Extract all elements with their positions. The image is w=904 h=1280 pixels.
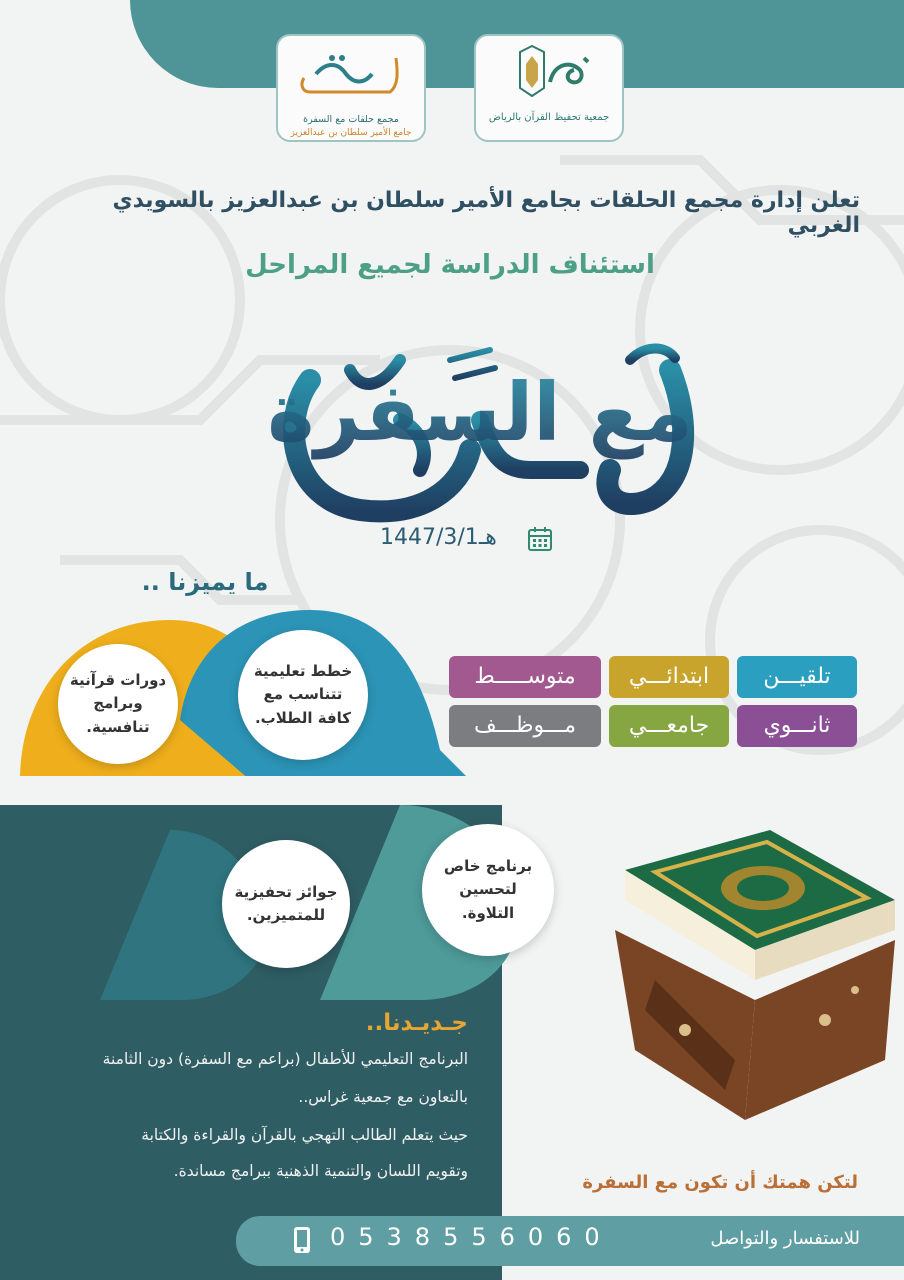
stage-chip-employee: مـــوظـــف <box>449 705 601 747</box>
feature-awards-text: جوائز تحفيزية للمتميزين. <box>234 882 338 924</box>
main-title-calligraphy <box>250 300 710 530</box>
stage-chip-intermediate: متوســـــط <box>449 656 601 698</box>
safara-logo-caption: مجمع حلقات مع السفرة <box>303 114 399 125</box>
new-section-line-1: البرنامج التعليمي للأطفال (براعم مع السفرة) دون الثامنة <box>102 1050 468 1068</box>
takween-logo <box>484 42 614 104</box>
stage-chip-talqeen: تلقيـــن <box>737 656 857 698</box>
new-section-line-2: بالتعاون مع جمعية غراس.. <box>298 1088 468 1106</box>
feature-courses-text: دورات قرآنية وبرامج تنافسية. <box>69 671 167 736</box>
calendar-icon <box>527 526 553 556</box>
features-title: ما يميزنا .. <box>141 568 269 596</box>
motto-text: لتكن همتك أن تكون مع السفرة <box>582 1172 858 1193</box>
stage-chip-secondary: ثانـــوي <box>737 705 857 747</box>
takween-logo-card <box>474 34 624 142</box>
mosque-logo-caption: جامع الأمير سلطان بن عبدالعزيز <box>290 128 412 138</box>
new-section-line-4: وتقويم اللسان والتنمية الذهنية ببرامج مساندة. <box>173 1162 468 1180</box>
contact-label: للاستفسار والتواصل <box>710 1228 860 1249</box>
mobile-phone-icon <box>292 1226 312 1258</box>
feature-bubble-awards <box>222 840 350 968</box>
new-section-line-3: حيث يتعلم الطالب التهجي بالقرآن والقراءة والكتابة <box>141 1126 468 1144</box>
feature-bubble-recitation <box>422 824 554 956</box>
main-title-text: مع السفرة <box>267 366 693 459</box>
quran-stand-illustration <box>595 830 904 1130</box>
stage-chip-university: جامعـــي <box>609 705 729 747</box>
feature-bubble-courses <box>58 644 178 764</box>
feature-recitation-text: برنامج خاص لتحسين التلاوة. <box>443 857 533 922</box>
phone-number[interactable]: 0538556060 <box>330 1223 613 1251</box>
safara-logo <box>286 44 416 106</box>
takween-logo-caption: جمعية تحفيظ القرآن بالرياض <box>488 112 610 123</box>
feature-bubble-plans <box>238 630 368 760</box>
safara-logo-card <box>276 34 426 142</box>
announcement-headline: تعلن إدارة مجمع الحلقات بجامع الأمير سلطان بن عبدالعزيز بالسويدي الغربي <box>112 188 860 238</box>
announcement-subheadline: استئناف الدراسة لجميع المراحل <box>245 250 655 280</box>
stage-chip-primary: ابتدائـــي <box>609 656 729 698</box>
feature-plans-text: خطط تعليمية تتناسب مع كافة الطلاب. <box>253 662 353 727</box>
hijri-date: 1447/3/1هـ <box>380 525 497 550</box>
main-title-art <box>250 300 710 530</box>
new-section-title: جـديـدنا.. <box>365 1010 468 1036</box>
